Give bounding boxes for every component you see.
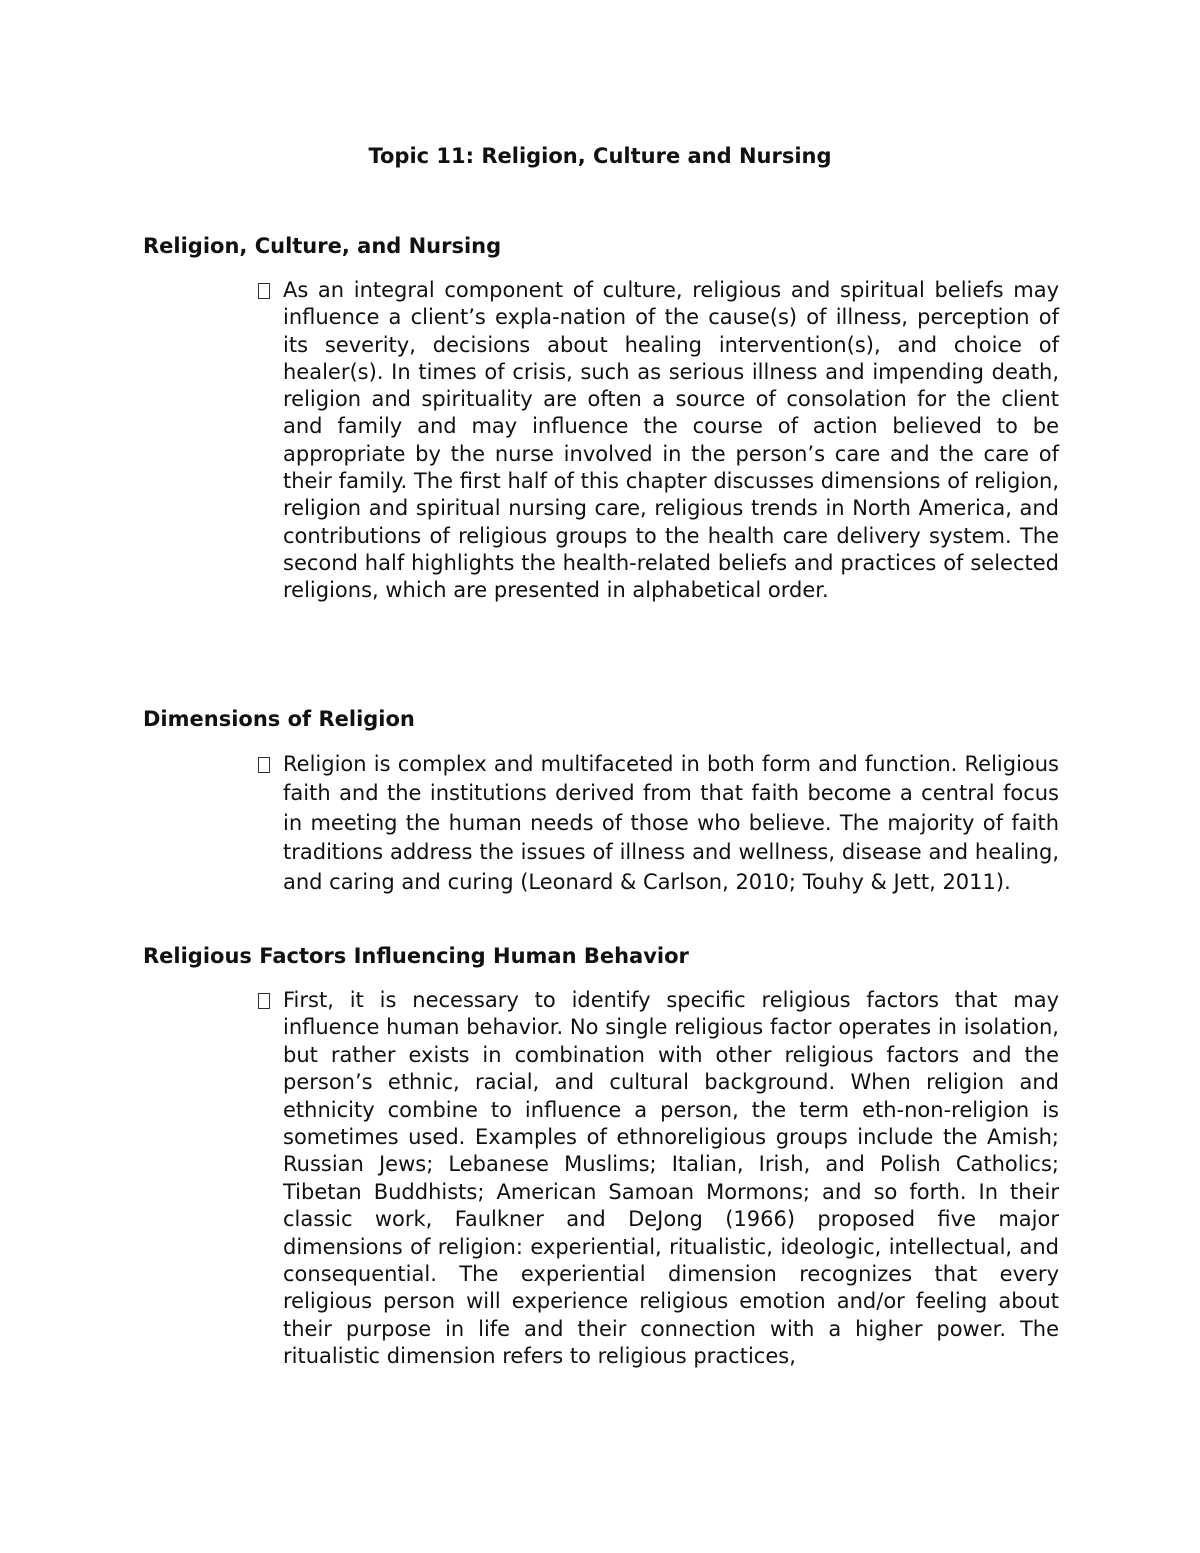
section-heading-religious-factors: Religious Factors Influencing Human Behavior: [143, 944, 689, 968]
missing-glyph-bullet-icon: [257, 755, 273, 775]
section-paragraph-religious-factors: First, it is necessary to identify specific religious factors that may influence human behavior. No single religious factor operates in isolation, but rather exists in combination with other religious factors and the person’s ethnic, racial, and cultural background. When religion and ethnicity combine to influence a person, the term eth-non-religion is sometimes used. Examples of ethnoreligious groups include the Amish; Russian Jews; Lebanese Muslims; Italian, Irish, and Polish Catholics; Tibetan Buddhists; American Samoan Mormons; and so forth. In their classic work, Faulkner and DeJong (1966) proposed five major dimensions of religion: experiential, ritualistic, ideologic, intellectual, and consequential. The experiential dimension recognizes that every religious person will experience religious emotion and/or feeling about their purpose in life and their connection with a higher power. The ritualistic dimension refers to religious practices,: [283, 988, 1059, 1369]
section-heading-religion-culture-nursing: Religion, Culture, and Nursing: [143, 234, 502, 258]
section-paragraph-dimensions-of-religion: Religion is complex and multifaceted in both form and function. Religious faith and the institutions derived from that faith become a central focus in meeting the human needs of those who believe. The majority of faith traditions address the issues of illness and wellness, disease and healing, and caring and curing (Leonard & Carlson, 2010; Touhy & Jett, 2011).: [283, 752, 1059, 894]
missing-glyph-bullet-icon: [257, 281, 273, 301]
section-heading-dimensions-of-religion: Dimensions of Religion: [143, 707, 415, 731]
section-paragraph-religion-culture-nursing: As an integral component of culture, religious and spiritual beliefs may influence a client’s expla-nation of the cause(s) of illness, perception of its severity, decisions about healing intervention(s), and choice of healer(s). In times of crisis, such as serious illness and impending death, religion and spirituality are often a source of consolation for the client and family and may influence the course of action believed to be appropriate by the nurse involved in the person’s care and the care of their family. The first half of this chapter discusses dimensions of religion, religion and spiritual nursing care, religious trends in North America, and contributions of religious groups to the health care delivery system. The second half highlights the health-related beliefs and practices of selected religions, which are presented in alphabetical order.: [283, 278, 1059, 603]
missing-glyph-bullet-icon: [257, 991, 273, 1011]
document-title: Topic 11: Religion, Culture and Nursing: [368, 144, 832, 168]
